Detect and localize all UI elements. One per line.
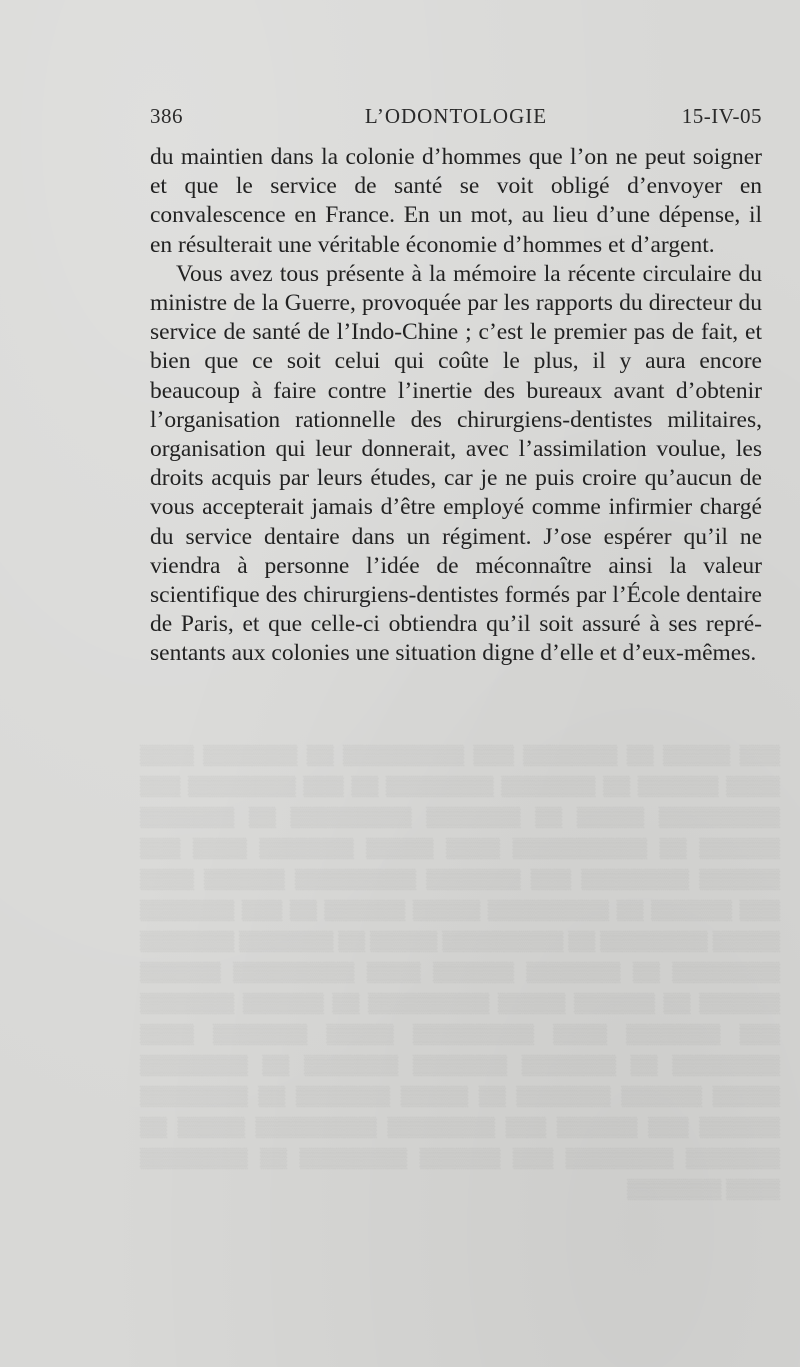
body-text	[150, 143, 762, 669]
issue-date: 15-IV-05	[681, 104, 762, 128]
journal-title: L’ODONTOLOGIE	[364, 104, 548, 128]
paragraph-1: du maintien dans la colonie d’hommes que l’on ne peut soigner et que le service de santé se voit obligé d’envoyer en convalescence en France. En un mot, au lieu d’une dépense, il en résulterait une véritable économie d’hommes et d’argent.	[150, 144, 762, 258]
running-header	[150, 104, 762, 134]
page-number: 386	[150, 104, 183, 128]
paragraph-2: Vous avez tous présente à la mémoire la récente circulaire du ministre de la Guerre, provoquée par les rapports du directeur du service de santé de l’Indo-Chine ; c’est le premier pas de fait, et bien que ce soit celui qui coûte le plus, il y aura encore beaucoup à faire contre l’inertie des bureaux avant d’obtenir l’organisation rationnelle des chirurgiens-dentistes militaires, organisation qui leur donnerait, avec l’assimilation voulue, les droits acquis par leurs études, car je ne puis croire qu’aucun de vous accepterait jamais d’être employé comme infirmier chargé du service dentaire dans un régiment. J’ose espérer qu’il ne viendra à personne l’idée de méconnaître ainsi la valeur scientifique des chirurgiens-dentistes formés par l’École dentaire de Paris, et que celle-ci obtiendra qu’il soit assuré à ses représentants aux colonies une situation digne d’elle et d’eux-mêmes.	[150, 260, 762, 667]
show-through-texture: ▒▒▒ ▒▒▒▒▒ ▒▒ ▒▒▒▒▒▒▒ ▒▒▒ ▒▒▒▒▒▒▒▒▒ ▒▒ ▒▒▒▒▒▒▒ ▒▒▒▒ ▒▒▒▒ ▒▒▒▒▒▒ ▒▒ ▒▒▒▒▒▒▒ ▒▒▒▒▒▒▒▒ ▒▒ ▒▒▒ ▒▒▒▒▒▒▒▒ ▒▒▒ ▒▒▒▒▒▒▒▒▒ ▒▒▒▒▒ ▒▒ ▒▒▒▒▒▒▒ ▒▒▒▒▒▒▒▒▒ ▒▒ ▒▒▒▒▒▒▒ ▒▒▒▒▒▒ ▒▒ ▒▒▒▒▒▒▒▒▒▒ ▒▒▒▒ ▒▒▒▒▒ ▒▒▒▒▒▒▒ ▒▒▒▒ ▒▒▒ ▒▒▒▒▒▒ ▒▒▒▒▒▒▒▒ ▒▒▒ ▒▒▒▒▒▒▒ ▒▒▒▒▒▒▒▒▒ ▒▒▒▒▒▒ ▒▒▒▒ ▒▒▒ ▒▒▒▒▒▒ ▒▒ ▒▒▒▒▒▒▒▒▒ ▒▒▒▒▒ ▒▒▒▒▒▒ ▒▒ ▒▒▒ ▒▒▒▒▒▒▒ ▒▒▒▒▒ ▒▒▒▒▒▒▒▒ ▒▒ ▒▒▒▒▒▒▒▒▒ ▒▒▒▒▒ ▒▒ ▒▒▒▒▒▒▒ ▒▒▒▒▒▒▒ ▒▒▒▒▒▒▒▒ ▒▒ ▒▒▒▒▒▒▒ ▒▒▒▒▒▒ ▒▒▒▒ ▒▒▒▒▒▒▒▒▒ ▒▒▒▒▒▒ ▒▒▒▒▒▒ ▒▒ ▒▒▒▒▒▒ ▒▒▒▒▒ ▒▒▒▒▒▒▒▒▒ ▒▒ ▒▒▒▒▒▒ ▒▒▒▒▒▒▒ ▒▒▒ ▒▒▒▒▒▒▒ ▒▒▒▒ ▒▒▒▒▒▒▒▒▒ ▒▒▒▒▒ ▒▒▒▒▒▒▒ ▒▒▒▒ ▒▒▒▒▒▒▒▒ ▒▒ ▒▒▒▒▒▒▒ ▒▒▒▒▒▒▒ ▒▒▒▒▒▒▒ ▒▒ ▒▒▒▒▒▒▒▒ ▒▒▒▒▒ ▒▒▒▒▒▒ ▒▒▒▒▒▒▒ ▒▒ ▒▒▒▒▒ ▒▒▒▒▒▒▒ ▒▒ ▒▒▒▒▒▒▒▒ ▒▒▒▒▒▒ ▒▒▒ ▒▒▒▒▒▒ ▒▒▒ ▒▒▒▒▒▒▒▒ ▒▒▒▒▒▒▒▒▒ ▒▒▒▒▒ ▒▒ ▒▒▒▒▒▒▒ ▒▒▒▒▒▒▒▒ ▒▒▒ ▒▒▒▒▒▒ ▒▒▒▒▒▒▒▒ ▒▒ ▒▒▒▒▒▒▒▒ ▒▒▒▒ ▒▒▒▒▒▒▒	[140, 745, 780, 1200]
